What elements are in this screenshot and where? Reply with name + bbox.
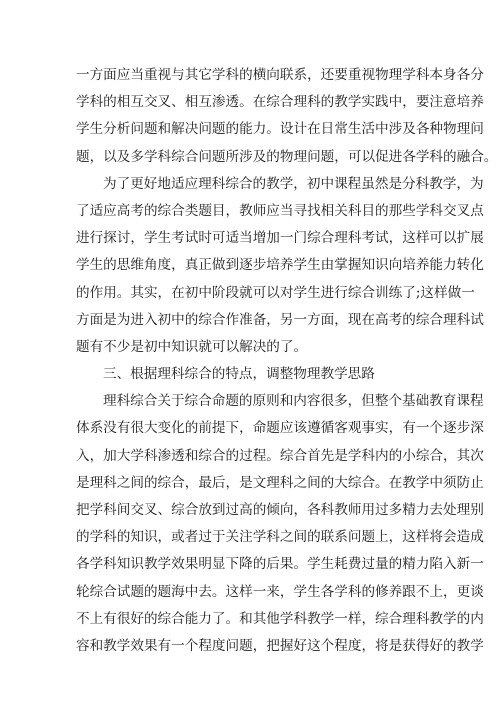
text-line: 把学科间交叉、综合放到过高的倾向，各科教师用过多精力去处理别 [76, 502, 484, 518]
text-line: 三、根据理科综合的特点，调整物理教学思路 [103, 366, 375, 383]
text-line: 理科综合关于综合命题的原则和内容很多，但整个基础教育课程 [103, 393, 484, 410]
body-text [76, 62, 498, 660]
text-line: 是理科之间的综合，最后，是文理科之间的大综合。在教学中须防止 [76, 474, 484, 491]
text-line: 一方面应当重视与其它学科的横向联系，还要重视物理学科本身各分 [76, 67, 484, 83]
text-line: 容和教学效果有一个程度问题，把握好这个程度，将是获得好的教学 [76, 637, 484, 654]
text-line: 轮综合试题的题海中去。这样一来，学生各学科的修养跟不上，更谈 [76, 583, 484, 600]
text-line: 题有不少是初中知识就可以解决的了。 [76, 338, 308, 355]
text-line: 方面是为进入初中的综合作准备，另一方面，现在高考的综合理科试 [76, 311, 484, 328]
text-line: 的作用。其实，在初中阶段就可以对学生进行综合训练了;这样做一 [76, 284, 475, 301]
text-line: 了适应高考的综合类题目，教师应当寻找相关科目的那些学科交叉点 [76, 202, 484, 219]
text-line: 各学科知识教学效果明显下降的后果。学生耗费过量的精力陷入新一 [76, 556, 484, 573]
text-line: 的学科的知识，或者过于关注学科之间的联系问题上，这样将会造成 [76, 529, 484, 546]
text-line: 入，加大学科渗透和综合的过程。综合首先是学科内的小综合，其次 [76, 447, 484, 464]
text-line: 学生分析问题和解决问题的能力。设计在日常生活中涉及各种物理问 [76, 121, 484, 138]
text-line: 学科的相互交叉、相互渗透。在综合理科的教学实践中，要注意培养 [76, 94, 484, 111]
text-line: 进行探讨，学生考试时可适当增加一门综合理科考试，这样可以扩展 [76, 230, 484, 247]
text-line: 体系没有很大变化的前提下，命题应该遵循客观事实，有一个逐步深 [76, 420, 484, 437]
text-line: 学生的思维角度，真正做到逐步培养学生由掌握知识向培养能力转化 [76, 257, 484, 274]
text-line: 为了更好地适应理科综合的教学，初中课程虽然是分科教学，为 [103, 175, 484, 192]
text-line: 题，以及多学科综合问题所涉及的物理问题，可以促进各学科的融合。 [76, 148, 498, 165]
text-line: 不上有很好的综合能力了。和其他学科教学一样，综合理科教学的内 [76, 610, 484, 627]
